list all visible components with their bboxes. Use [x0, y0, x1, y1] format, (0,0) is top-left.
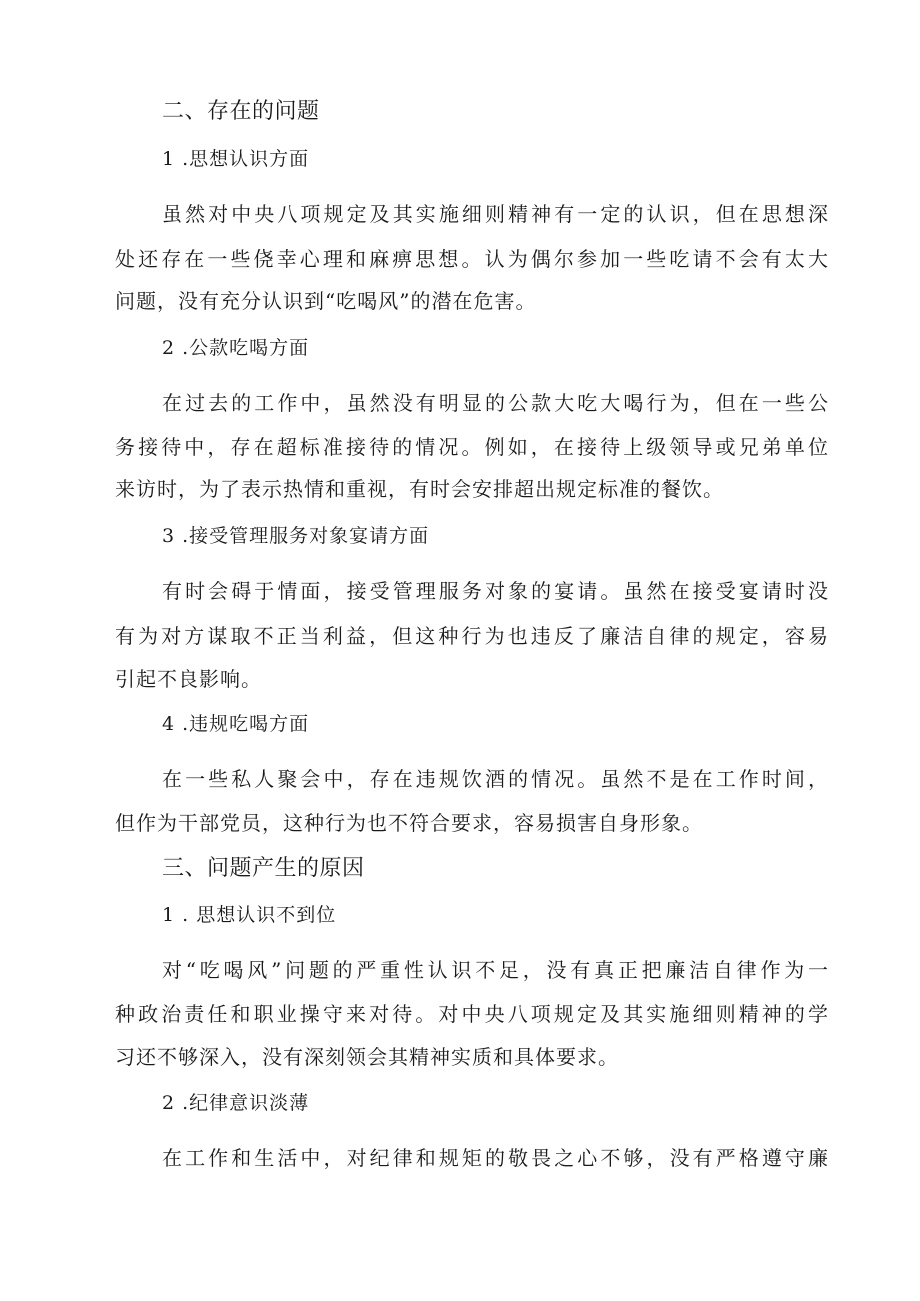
paragraph-line: 但作为干部党员，这种行为也不符合要求，容易损害自身形象。	[115, 811, 703, 835]
paragraph-line: 在一些私人聚会中，存在违规饮酒的情况。虽然不是在工作时间，	[162, 767, 828, 791]
paragraph-line: 问题，没有充分认识到“吃喝风”的潜在危害。	[115, 289, 537, 313]
paragraph-line: 有为对方谋取不正当利益，但这种行为也违反了廉洁自律的规定，容易	[115, 624, 828, 648]
subsection-heading: 1 . 思想认识不到位	[162, 904, 337, 926]
paragraph-line: 在过去的工作中，虽然没有明显的公款大吃大喝行为，但在一些公	[162, 391, 828, 415]
paragraph-line: 虽然对中央八项规定及其实施细则精神有一定的认识，但在思想深	[162, 202, 828, 226]
paragraph-line: 来访时，为了表示热情和重视，有时会安排超出规定标准的餐饮。	[115, 477, 724, 501]
paragraph-line: 对“吃喝风”问题的严重性认识不足，没有真正把廉洁自律作为一	[162, 958, 828, 982]
subsection-heading: 4 .违规吃喝方面	[162, 713, 310, 735]
subsection-heading: 3 .接受管理服务对象宴请方面	[162, 525, 430, 547]
section-heading: 三、问题产生的原因	[162, 856, 365, 881]
paragraph-line: 在工作和生活中，对纪律和规矩的敬畏之心不够，没有严格遵守廉	[162, 1146, 828, 1170]
paragraph-line: 务接待中，存在超标准接待的情况。例如，在接待上级领导或兄弟单位	[115, 435, 828, 459]
subsection-heading: 2 .纪律意识淡薄	[162, 1092, 310, 1114]
paragraph-line: 习还不够深入，没有深刻领会其精神实质和具体要求。	[115, 1045, 619, 1069]
subsection-heading: 2 .公款吃喝方面	[162, 337, 310, 359]
paragraph-line: 种政治责任和职业操守来对待。对中央八项规定及其实施细则精神的学	[115, 1002, 828, 1026]
paragraph-line: 有时会碍于情面，接受管理服务对象的宴请。虽然在接受宴请时没	[162, 579, 828, 603]
paragraph-line: 处还存在一些侥幸心理和麻痹思想。认为偶尔参加一些吃请不会有太大	[115, 247, 828, 271]
subsection-heading: 1 .思想认识方面	[162, 148, 310, 170]
section-heading: 二、存在的问题	[162, 99, 320, 124]
paragraph-line: 引起不良影响。	[115, 667, 262, 691]
